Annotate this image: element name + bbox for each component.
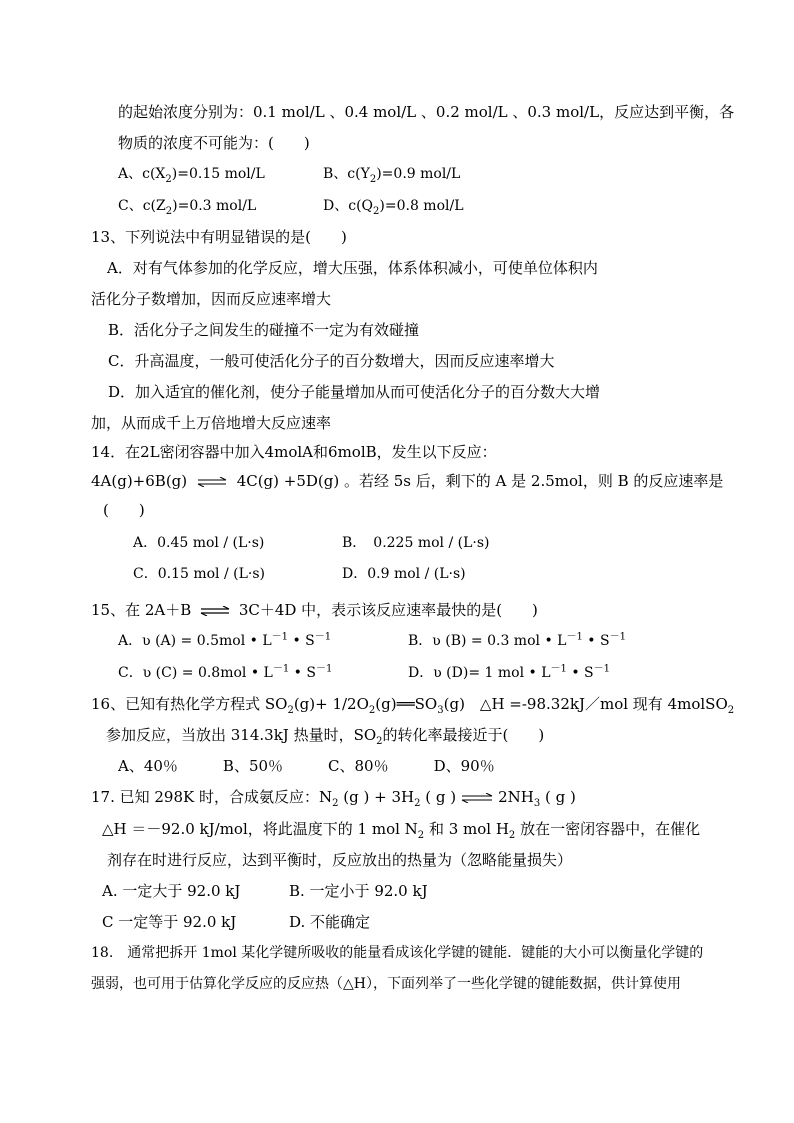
- q13-option-a-line2: 活化分子数增加，因而反应速率增大: [91, 290, 332, 308]
- q14-stem: 14．在2L密闭容器中加入4molA和6molB，发生以下反应：: [91, 443, 497, 461]
- equilibrium-arrow-icon: [196, 477, 228, 487]
- q12-line2: 物质的浓度不可能为：( ): [118, 134, 310, 152]
- q17-stem-line1: 17. 已知 298K 时，合成氨反应：$N_2$ (g ) + $3H_2$ ( g ) $2NH_3$ ( g ): [91, 788, 576, 809]
- q15-option-a: A．ʋ (A) = 0.5mol • $L^{-1}$ • $S^{-1}$: [118, 631, 332, 649]
- q13-stem: 13、下列说法中有明显错误的是( ): [91, 228, 347, 246]
- equilibrium-arrow-icon: [460, 793, 494, 803]
- q13-option-d-line1: D．加入适宜的催化剂，使分子能量增加从而可使活化分子的百分数大大增: [108, 383, 601, 401]
- q16-stem-line1: 16、已知有热化学方程式 $SO_2(g)+$ $1/2O_2(g)══SO_3(g)$ △H =-98.32kJ／mol 现有 4molSO$_2$: [91, 695, 735, 716]
- q18-stem-line1: 18. 通常把拆开 1mol 某化学键所吸收的能量看成该化学键的键能．键能的大小可以衡量化学键的: [91, 945, 704, 961]
- q15-stem: 15、在 2A＋B 3C＋4D 中，表示该反应速率最快的是( ): [91, 601, 538, 619]
- q15-option-b: B．ʋ (B) = 0.3 mol • $L^{-1}$ • $S^{-1}$: [408, 631, 626, 649]
- q17-stem-line3: 剂存在时进行反应，达到平衡时，反应放出的热量为（忽略能量损失）: [107, 851, 573, 869]
- q17-stem-line2: △H ＝－92.0 kJ/mol，将此温度下的 1 mol $N_2$ 和 3 mol $H_2$ 放在一密闭容器中，在催化: [102, 820, 701, 841]
- q14-equation: 4A(g)+6B(g) 4C(g) +5D(g) 。若经 5s 后，剩下的 A 是 2.5mol，则 B 的反应速率是: [91, 472, 724, 490]
- q15-option-d: D．ʋ (D)= 1 mol • $L^{-1}$ • $S^{-1}$: [408, 663, 611, 681]
- equilibrium-arrow-icon: [200, 606, 230, 616]
- q13-option-a-line1: A．对有气体参加的化学反应，增大压强，体系体积减小，可使单位体积内: [107, 259, 598, 277]
- q16-stem-line2: 参加反应，当放出 314.3kJ 热量时，$SO_2$的转化率最接近于( ): [106, 726, 545, 747]
- q14-option-b: B． 0.225 mol / (L·s): [342, 535, 490, 551]
- q14-answer-paren: ( ): [103, 501, 145, 519]
- q12-option-d: D、$c(Q_2)=0.8$ mol/L: [323, 198, 464, 217]
- q13-option-c: C．升高温度，一般可使活化分子的百分数增大，因而反应速率增大: [108, 352, 555, 370]
- q18-stem-line2: 强弱，也可用于估算化学反应的反应热（△H），下面列举了一些化学键的键能数据，供计算使用: [91, 976, 681, 992]
- q12-line1: 的起始浓度分别为：0.1 mol/L 、0.4 mol/L 、0.2 mol/L 、0.3 mol/L，反应达到平衡，各: [118, 103, 735, 121]
- q16-options: A、40％ B、50％ C、80％ D、90％: [118, 757, 495, 775]
- q13-option-b: B．活化分子之间发生的碰撞不一定为有效碰撞: [108, 321, 420, 339]
- q15-option-c: C．ʋ (C) = 0.8mol • $L^{-1}$ • $S^{-1}$: [118, 663, 333, 681]
- q13-option-d-line2: 加，从而成千上万倍地增大反应速率: [91, 414, 332, 432]
- q17-option-b: B. 一定小于 92.0 kJ: [289, 882, 428, 900]
- q12-option-b: B、$c(Y_2)=0.9$ mol/L: [323, 166, 461, 185]
- q17-option-d: D. 不能确定: [289, 913, 371, 931]
- q12-option-c: C、$c(Z_2)=0.3$ mol/L: [118, 198, 257, 217]
- q14-option-a: A．0.45 mol / (L·s): [133, 535, 265, 551]
- q12-option-a: A、$c(X_2)=0.15$ mol/L: [118, 166, 265, 185]
- q17-option-c: C 一定等于 92.0 kJ: [102, 913, 237, 931]
- q14-option-d: D．0.9 mol / (L·s): [342, 566, 466, 582]
- q14-option-c: C．0.15 mol / (L·s): [133, 566, 265, 582]
- q17-option-a: A. 一定大于 92.0 kJ: [102, 882, 241, 900]
